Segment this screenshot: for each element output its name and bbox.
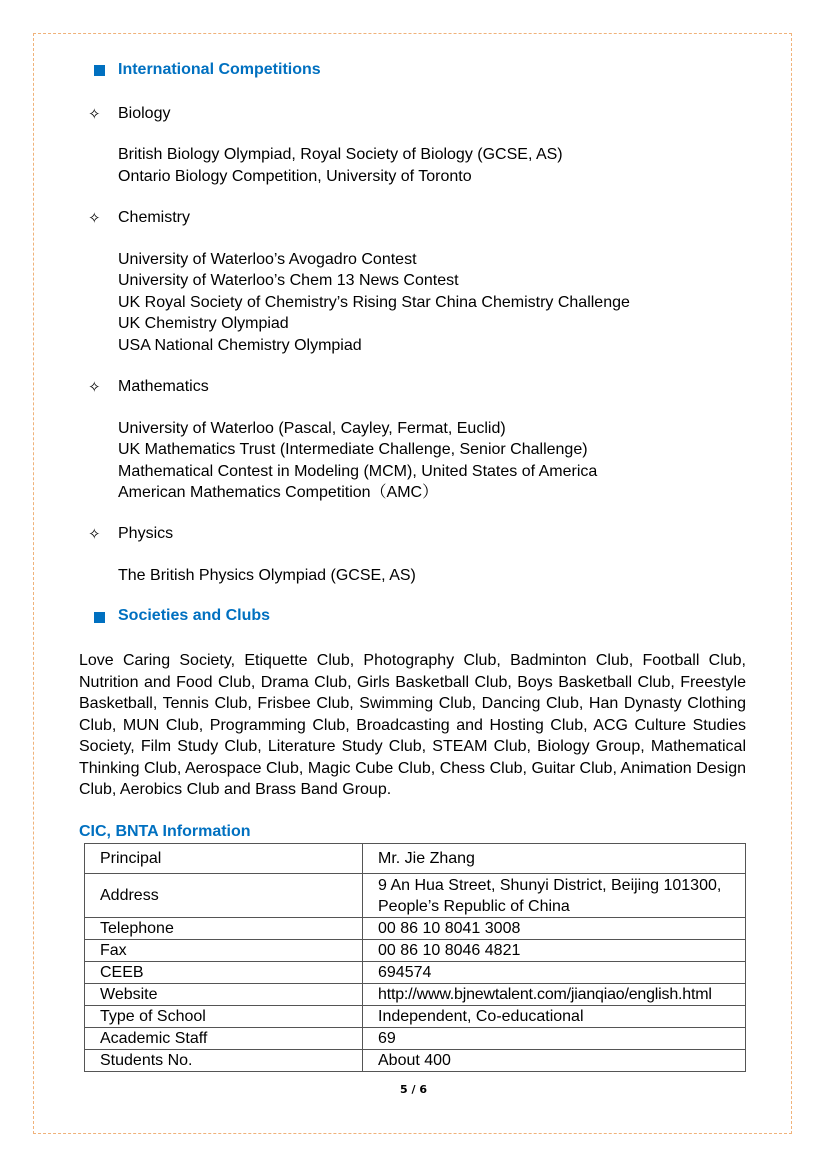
row-value: Independent, Co-educational — [363, 1006, 746, 1028]
row-value: 9 An Hua Street, Shunyi District, Beijing 101300, People’s Republic of China — [363, 874, 746, 918]
diamond-bullet-icon: ✧ — [88, 210, 101, 227]
info-title: CIC, BNTA Information — [79, 823, 251, 840]
diamond-bullet-icon: ✧ — [88, 106, 101, 123]
row-key: Type of School — [85, 1006, 363, 1028]
subject-physics: Physics — [118, 525, 174, 542]
square-bullet-icon — [94, 612, 105, 623]
list-item: Mathematical Contest in Modeling (MCM), United States of America — [118, 463, 598, 480]
row-key: Address — [85, 874, 363, 918]
list-item: University of Waterloo’s Avogadro Contest — [118, 251, 417, 268]
website-link[interactable]: http://www.bjnewtalent.com/jianqiao/english.html — [363, 984, 746, 1006]
row-value: 69 — [363, 1028, 746, 1050]
list-item: University of Waterloo’s Chem 13 News Contest — [118, 272, 459, 289]
list-item: The British Physics Olympiad (GCSE, AS) — [118, 567, 416, 584]
table-row — [85, 1050, 746, 1072]
table-row — [85, 844, 746, 874]
row-value: Mr. Jie Zhang — [363, 844, 746, 874]
table-row — [85, 940, 746, 962]
list-item: USA National Chemistry Olympiad — [118, 337, 362, 354]
list-item: UK Royal Society of Chemistry’s Rising Star China Chemistry Challenge — [118, 294, 630, 311]
row-key: Principal — [85, 844, 363, 874]
row-value: 00 86 10 8046 4821 — [363, 940, 746, 962]
info-table — [84, 843, 746, 1072]
list-item: UK Mathematics Trust (Intermediate Challenge, Senior Challenge) — [118, 441, 588, 458]
list-item: British Biology Olympiad, Royal Society of Biology (GCSE, AS) — [118, 146, 563, 163]
row-key: Fax — [85, 940, 363, 962]
row-key: Website — [85, 984, 363, 1006]
row-key: Students No. — [85, 1050, 363, 1072]
list-item: UK Chemistry Olympiad — [118, 315, 289, 332]
table-row — [85, 874, 746, 918]
subject-mathematics: Mathematics — [118, 378, 209, 395]
clubs-paragraph: Love Caring Society, Etiquette Club, Photography Club, Badminton Club, Football Club, Nutrition and Food Club, Drama Club, Girls Basketball Club, Boys Basketball Club, Freestyle Basketball, Tennis Club, Frisbee Club, Swimming Club, Dancing Club, Han Dynasty Clothing Club, MUN Club, Programming Club, Broadcasting and Hosting Club, ACG Culture Studies Society, Film Study Club, Literature Study Club, STEAM Club, Biology Group, Mathematical Thinking Club, Aerospace Club, Magic Cube Club, Chess Club, Guitar Club, Animation Design Club, Aerobics Club and Brass Band Group. — [79, 652, 746, 798]
table-row — [85, 1006, 746, 1028]
row-value: 694574 — [363, 962, 746, 984]
list-item: American Mathematics Competition（AMC） — [118, 484, 439, 501]
diamond-bullet-icon: ✧ — [88, 526, 101, 543]
row-key: CEEB — [85, 962, 363, 984]
section-heading-international-competitions: International Competitions — [118, 61, 321, 78]
section-heading-societies-and-clubs: Societies and Clubs — [118, 607, 271, 624]
subject-biology: Biology — [118, 105, 171, 122]
table-row — [85, 918, 746, 940]
row-key: Academic Staff — [85, 1028, 363, 1050]
diamond-bullet-icon: ✧ — [88, 379, 101, 396]
row-value: About 400 — [363, 1050, 746, 1072]
list-item: Ontario Biology Competition, University of Toronto — [118, 168, 472, 185]
table-row — [85, 1028, 746, 1050]
subject-chemistry: Chemistry — [118, 209, 191, 226]
row-value: 00 86 10 8041 3008 — [363, 918, 746, 940]
square-bullet-icon — [94, 65, 105, 76]
list-item: University of Waterloo (Pascal, Cayley, Fermat, Euclid) — [118, 420, 506, 437]
table-row — [85, 962, 746, 984]
table-row — [85, 984, 746, 1006]
row-key: Telephone — [85, 918, 363, 940]
page-number: 5 / 6 — [400, 1083, 427, 1096]
